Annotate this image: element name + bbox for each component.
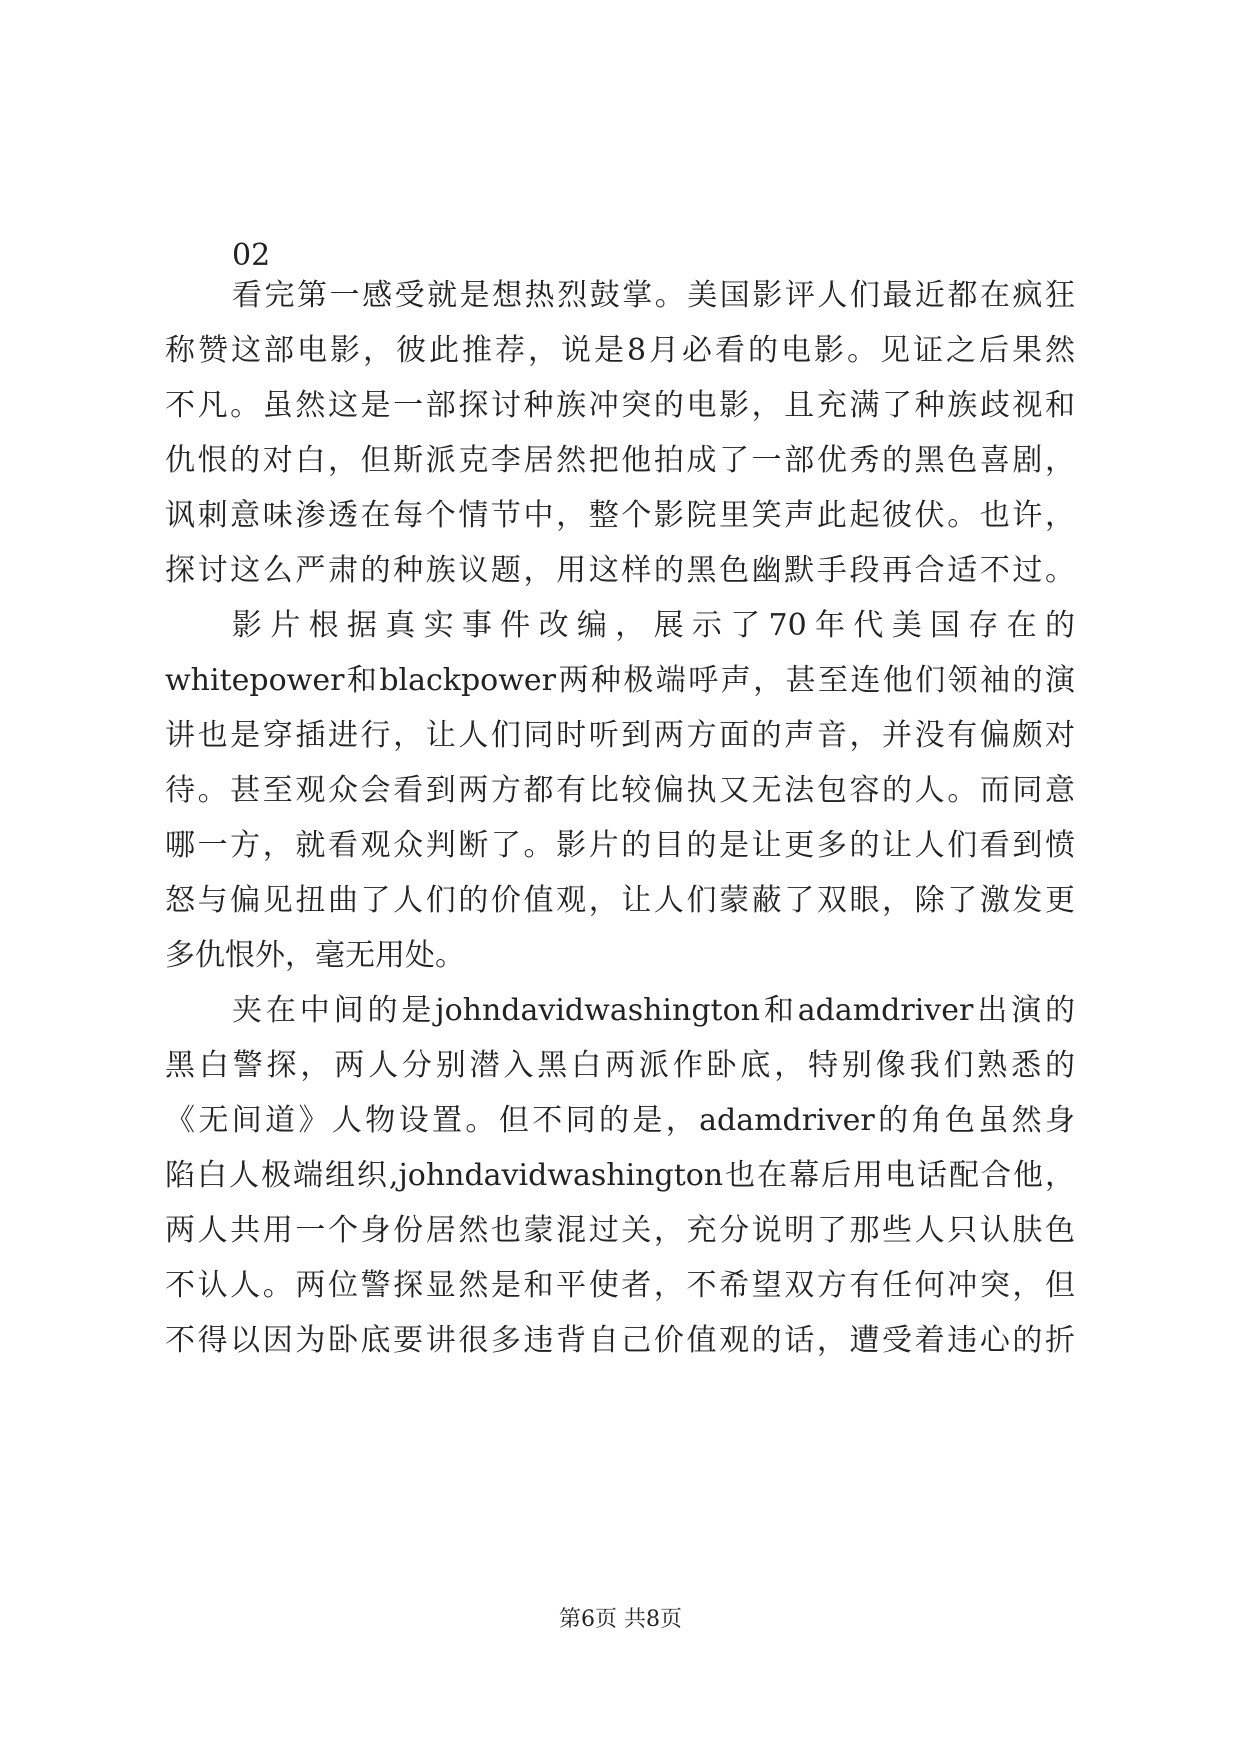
paragraph-3-line-6: 不认人。两位警探显然是和平使者，不希望双方有任何冲突，但 — [165, 1268, 1075, 1303]
section-number: 02 — [232, 238, 271, 273]
paragraph-1-line-3: 不凡。虽然这是一部探讨种族冲突的电影，且充满了种族歧视和 — [165, 388, 1075, 423]
paragraph-2-line-1: 影片根据真实事件改编，展示了70年代美国存在的 — [232, 608, 1075, 643]
paragraph-3-line-7: 不得以因为卧底要讲很多违背自己价值观的话，遭受着违心的折 — [165, 1323, 1075, 1358]
paragraph-3-line-1: 夹在中间的是johndavidwashington和adamdriver出演的 — [232, 993, 1075, 1028]
paragraph-1-line-1: 看完第一感受就是想热烈鼓掌。美国影评人们最近都在疯狂 — [232, 278, 1075, 313]
paragraph-3-line-3: 《无间道》人物设置。但不同的是，adamdriver的角色虽然身 — [165, 1103, 1075, 1138]
paragraph-3-line-4: 陷白人极端组织,johndavidwashington也在幕后用电话配合他， — [165, 1158, 1075, 1193]
paragraph-1-line-5: 讽刺意味渗透在每个情节中，整个影院里笑声此起彼伏。也许， — [165, 498, 1075, 533]
paragraph-1-line-2: 称赞这部电影，彼此推荐，说是8月必看的电影。见证之后果然 — [165, 333, 1075, 368]
paragraph-2-line-6: 怒与偏见扭曲了人们的价值观，让人们蒙蔽了双眼，除了激发更 — [165, 883, 1075, 918]
paragraph-2-line-2: whitepower和blackpower两种极端呼声，甚至连他们领袖的演 — [165, 663, 1075, 698]
paragraph-1-line-6: 探讨这么严肃的种族议题，用这样的黑色幽默手段再合适不过。 — [165, 553, 1075, 588]
paragraph-3-line-5: 两人共用一个身份居然也蒙混过关，充分说明了那些人只认肤色 — [165, 1213, 1075, 1248]
paragraph-1-line-4: 仇恨的对白，但斯派克李居然把他拍成了一部优秀的黑色喜剧， — [165, 443, 1075, 478]
paragraph-2-line-3: 讲也是穿插进行，让人们同时听到两方面的声音，并没有偏颇对 — [165, 718, 1075, 753]
page-footer: 第6页 共8页 — [559, 1607, 682, 1632]
paragraph-2-line-4: 待。甚至观众会看到两方都有比较偏执又无法包容的人。而同意 — [165, 773, 1075, 808]
paragraph-3-line-2: 黑白警探，两人分别潜入黑白两派作卧底，特别像我们熟悉的 — [165, 1048, 1075, 1083]
paragraph-2-line-7: 多仇恨外，毫无用处。 — [165, 938, 465, 973]
paragraph-2-line-5: 哪一方，就看观众判断了。影片的目的是让更多的让人们看到愤 — [165, 828, 1075, 863]
